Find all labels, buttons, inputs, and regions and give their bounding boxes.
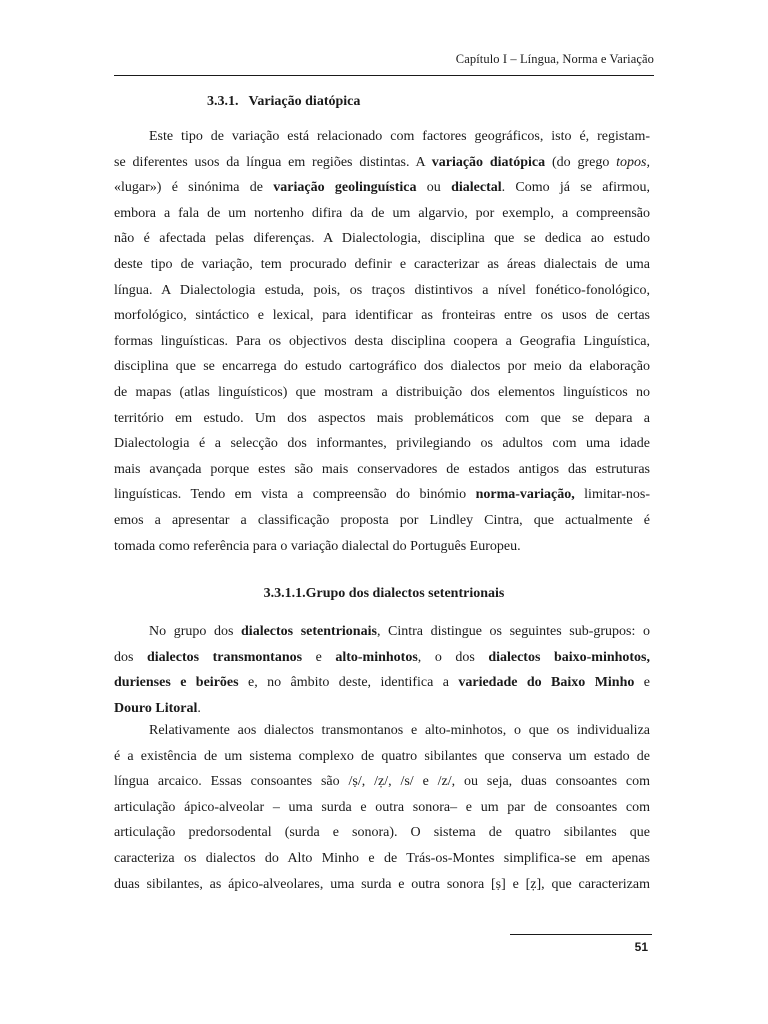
footer-rule — [510, 934, 652, 935]
text-line: morfológico, sintáctico e lexical, para identificar as fronteiras entre os usos de certas — [114, 308, 650, 324]
bold-term: durienses e beirões — [114, 675, 239, 691]
text-line: língua arcaico. Essas consoantes são /ṣ/, /ẓ/, /s/ e /z/, ou seja, duas consoantes com — [114, 774, 650, 790]
text-line: articulação ápico-alveolar – uma surda e outra sonora– e um par de consoantes com — [114, 799, 650, 815]
bold-term: dialectos transmontanos — [146, 649, 303, 665]
bold-term: dialectal — [451, 180, 502, 196]
text-line: No grupo dos dialectos setentrionais, Cintra distingue os seguintes sub-grupos: o — [149, 624, 650, 639]
text-line: Relativamente aos dialectos transmontanos e alto-minhotos, o que os individualiza — [149, 723, 650, 738]
bold-term: variedade do Baixo Minho — [458, 675, 635, 691]
text-line: formas linguísticas. Para os objectivos desta disciplina coopera a Geografia Linguística, — [114, 333, 650, 349]
paragraph-variacao-diatopica — [114, 124, 650, 559]
section-heading-3-3-1-1: 3.3.1.1.Grupo dos dialectos setentrionais — [263, 586, 505, 601]
text-line: de mapas (atlas linguísticos) que mostram a distribuição dos elementos linguísticos no — [114, 384, 650, 400]
header-rule — [114, 75, 654, 76]
page-number: 51 — [634, 940, 648, 954]
italic-term: topos, — [616, 154, 651, 170]
text-line: Este tipo de variação está relacionado com factores geográficos, isto é, registam- — [149, 129, 650, 144]
text-line: dos dialectos transmontanos e alto-minhotos, o dos dialectos baixo-minhotos, — [114, 649, 651, 665]
text-line: Douro Litoral. — [114, 700, 201, 716]
text-line: tomada como referência para o variação dialectal do Português Europeu. — [114, 538, 521, 554]
bold-term: dialectos baixo-minhotos, — [488, 649, 651, 665]
paragraph-transmontanos — [114, 718, 650, 897]
text-line: linguísticas. Tendo em vista a compreensão do binómio norma-variação, limitar-nos- — [114, 487, 650, 503]
bold-term: dialectos setentrionais — [241, 624, 377, 639]
bold-term: variação geolinguística — [273, 180, 417, 196]
text-line: embora a fala de um nortenho difira da de um algarvio, por exemplo, a compreensão — [114, 205, 650, 221]
text-line: território em estudo. Um dos aspectos mais problemáticos com que se depara a — [114, 410, 650, 426]
bold-term: Douro Litoral — [114, 700, 198, 716]
text-line: durienses e beirões e, no âmbito deste, identifica a variedade do Baixo Minho e — [114, 675, 650, 691]
text-line: é a existência de um sistema complexo de quatro sibilantes que conserva um estado de — [114, 748, 650, 764]
section-title: Variação diatópica — [248, 94, 361, 109]
text-line: «lugar») é sinónima de variação geolinguística ou dialectal. Como já se afirmou, — [114, 180, 651, 196]
text-line: se diferentes usos da língua em regiões distintas. A variação diatópica (do grego topos, — [114, 154, 651, 170]
section-number: 3.3.1. — [207, 94, 239, 109]
bold-term: norma-variação, — [475, 487, 575, 503]
running-header: Capítulo I – Língua, Norma e Variação — [455, 52, 654, 66]
paragraph-grupo-setentrionais — [114, 619, 650, 721]
text-line: língua. A Dialectologia estuda, pois, os traços distintivos a nível fonético-fonológico, — [114, 282, 650, 298]
text-line: não é afectada pelas diferenças. A Dialectologia, disciplina que se dedica ao estudo — [114, 231, 650, 247]
text-line: disciplina que se encarrega do estudo cartográfico dos dialectos por meio da elaboração — [114, 359, 650, 375]
text-line: mais avançada porque estes são mais conservadores de estados antigos das estruturas — [114, 461, 650, 477]
text-line: articulação predorsodental (surda e sonora). O sistema de quatro sibilantes que — [114, 825, 650, 841]
text-line: deste tipo de variação, tem procurado definir e caracterizar as áreas dialectais de uma — [114, 256, 650, 272]
section-heading-3-3-1 — [207, 94, 360, 110]
bold-term: variação diatópica — [431, 154, 546, 170]
bold-term: alto-minhotos — [335, 649, 418, 665]
text-line: caracteriza os dialectos do Alto Minho e de Trás-os-Montes simplifica-se em apenas — [114, 850, 650, 866]
text-line: emos a apresentar a classificação proposta por Lindley Cintra, que actualmente é — [114, 512, 650, 528]
text-line: duas sibilantes, as ápico-alveolares, uma surda e outra sonora [ṣ] e [ẓ], que caracterizam — [114, 876, 650, 892]
text-line: Dialectologia é a selecção dos informantes, privilegiando os adultos com uma idade — [114, 436, 650, 452]
